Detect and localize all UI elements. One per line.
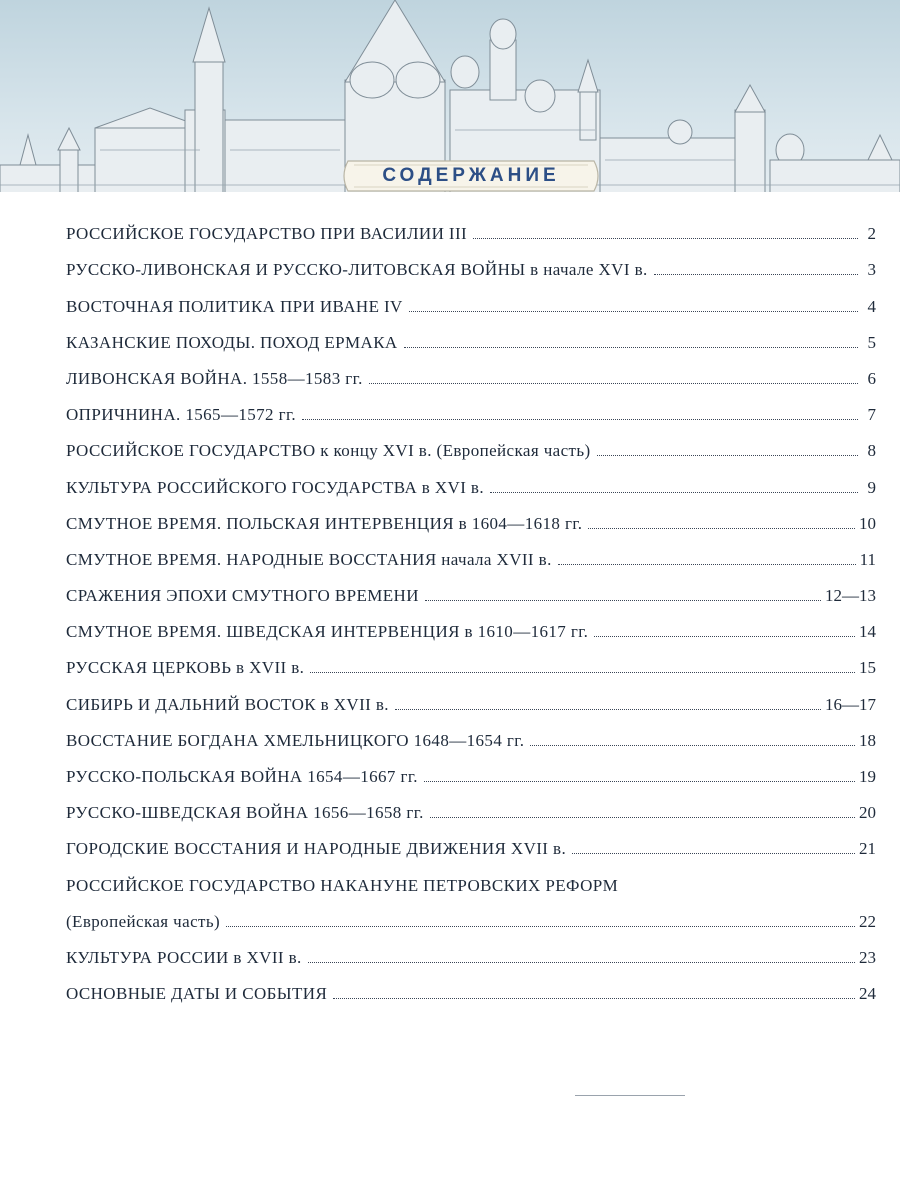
dot-leader	[530, 744, 855, 746]
toc-entry-title: ОПРИЧНИНА. 1565—1572 гг.	[66, 405, 297, 425]
toc-entry[interactable]	[66, 606, 876, 642]
dot-leader	[226, 925, 855, 927]
toc-entry-title: ОСНОВНЫЕ ДАТЫ И СОБЫТИЯ	[66, 984, 328, 1004]
dot-leader	[404, 346, 858, 348]
toc-entry-title: СМУТНОЕ ВРЕМЯ. НАРОДНЫЕ ВОССТАНИЯ начала XVII в.	[66, 549, 552, 569]
toc-page-number: 11	[859, 549, 876, 569]
dot-leader	[302, 418, 858, 420]
toc-entry[interactable]	[66, 570, 876, 606]
dot-leader	[558, 563, 856, 565]
toc-entry-title: РОССИЙСКОЕ ГОСУДАРСТВО к концу XVI в. (Европейская часть)	[66, 441, 591, 461]
toc-page-number: 15	[859, 658, 876, 678]
divider	[575, 1095, 685, 1096]
toc-entry[interactable]	[66, 534, 876, 570]
toc-entry-title: РУССКО-ШВЕДСКАЯ ВОЙНА 1656—1658 гг.	[66, 803, 424, 823]
toc-entry[interactable]	[66, 389, 876, 425]
toc-page-number: 8	[867, 441, 876, 461]
toc-page-number: 18	[859, 730, 876, 750]
dot-leader	[572, 852, 855, 854]
toc-entry-title: РУССКО-ЛИВОНСКАЯ И РУССКО-ЛИТОВСКАЯ ВОЙНЫ в начале XVI в.	[66, 260, 648, 280]
dot-leader	[310, 671, 855, 673]
toc-entry-subtitle: (Европейская часть)	[66, 911, 221, 931]
toc-entry-title: КУЛЬТУРА РОССИЙСКОГО ГОСУДАРСТВА в XVI в.	[66, 477, 484, 497]
toc-entry-title: РУССКАЯ ЦЕРКОВЬ в XVII в.	[66, 658, 305, 678]
dot-leader	[424, 780, 855, 782]
toc-entry[interactable]	[66, 498, 876, 534]
toc-entry-title: ГОРОДСКИЕ ВОССТАНИЯ И НАРОДНЫЕ ДВИЖЕНИЯ XVII в.	[66, 839, 567, 859]
dot-leader	[430, 816, 855, 818]
toc-entry[interactable]	[66, 208, 876, 244]
toc-page-number: 2	[867, 224, 876, 244]
dot-leader	[473, 237, 858, 239]
toc-entry-title: ЛИВОНСКАЯ ВОЙНА. 1558—1583 гг.	[66, 368, 363, 388]
toc-entry[interactable]	[66, 859, 876, 895]
toc-entry-title: КУЛЬТУРА РОССИИ в XVII в.	[66, 947, 302, 967]
dot-leader	[588, 527, 855, 529]
toc-page-number: 23	[859, 947, 876, 967]
toc-page-number: 16—17	[825, 694, 876, 714]
toc-entry-title: СМУТНОЕ ВРЕМЯ. ШВЕДСКАЯ ИНТЕРВЕНЦИЯ в 1610—1617 гг.	[66, 622, 589, 642]
dot-leader	[654, 273, 858, 275]
toc-entry-title: ВОССТАНИЕ БОГДАНА ХМЕЛЬНИЦКОГО 1648—1654 гг.	[66, 730, 525, 750]
toc-page-number: 21	[859, 839, 876, 859]
toc-entry[interactable]	[66, 968, 876, 1004]
toc-page-number: 4	[867, 296, 876, 316]
toc-entry[interactable]	[66, 280, 876, 316]
toc-entry[interactable]	[66, 787, 876, 823]
toc-entry-title: СРАЖЕНИЯ ЭПОХИ СМУТНОГО ВРЕМЕНИ	[66, 586, 419, 606]
dot-leader	[594, 635, 855, 637]
toc-page-number: 6	[867, 368, 876, 388]
dot-leader	[395, 708, 821, 710]
toc-page-number: 5	[867, 332, 876, 352]
toc-entry[interactable]	[66, 678, 876, 714]
toc-entry[interactable]	[66, 715, 876, 751]
toc-page-number: 9	[867, 477, 876, 497]
toc-entry[interactable]	[66, 642, 876, 678]
page-title: СОДЕРЖАНИЕ	[382, 165, 560, 186]
toc-entry[interactable]	[66, 932, 876, 968]
toc-entry[interactable]	[66, 317, 876, 353]
toc-entry-continuation[interactable]	[66, 896, 876, 932]
toc-entry-title: КАЗАНСКИЕ ПОХОДЫ. ПОХОД ЕРМАКА	[66, 332, 398, 352]
toc-entry-title: ВОСТОЧНАЯ ПОЛИТИКА ПРИ ИВАНЕ IV	[66, 296, 403, 316]
toc-page-number: 7	[867, 405, 876, 425]
toc-entry-title: РОССИЙСКОЕ ГОСУДАРСТВО НАКАНУНЕ ПЕТРОВСКИХ РЕФОРМ	[66, 875, 619, 895]
table-of-contents	[66, 208, 876, 1004]
toc-page-number: 14	[859, 622, 876, 642]
toc-page-number: 22	[859, 911, 876, 931]
toc-entry-title: СМУТНОЕ ВРЕМЯ. ПОЛЬСКАЯ ИНТЕРВЕНЦИЯ в 1604—1618 гг.	[66, 513, 583, 533]
toc-page-number: 20	[859, 803, 876, 823]
toc-page-number: 24	[859, 984, 876, 1004]
toc-page-number: 10	[859, 513, 876, 533]
dot-leader	[308, 961, 855, 963]
dot-leader	[597, 454, 858, 456]
dot-leader	[409, 310, 858, 312]
toc-entry[interactable]	[66, 425, 876, 461]
toc-page-number: 12—13	[825, 586, 876, 606]
toc-entry[interactable]	[66, 244, 876, 280]
toc-entry[interactable]	[66, 461, 876, 497]
toc-entry-title: СИБИРЬ И ДАЛЬНИЙ ВОСТОК в XVII в.	[66, 694, 389, 714]
toc-entry-title: РУССКО-ПОЛЬСКАЯ ВОЙНА 1654—1667 гг.	[66, 767, 418, 786]
dot-leader	[425, 599, 821, 601]
dot-leader	[490, 491, 858, 493]
toc-page-number: 3	[867, 260, 876, 280]
toc-page-number: 19	[859, 767, 876, 786]
section-title-banner	[340, 157, 602, 195]
toc-entry[interactable]	[66, 751, 876, 787]
toc-entry-title: РОССИЙСКОЕ ГОСУДАРСТВО ПРИ ВАСИЛИИ III	[66, 224, 468, 244]
dot-leader	[369, 382, 858, 384]
toc-entry[interactable]	[66, 823, 876, 859]
header-illustration	[0, 0, 900, 200]
dot-leader	[333, 997, 855, 999]
toc-entry[interactable]	[66, 353, 876, 389]
